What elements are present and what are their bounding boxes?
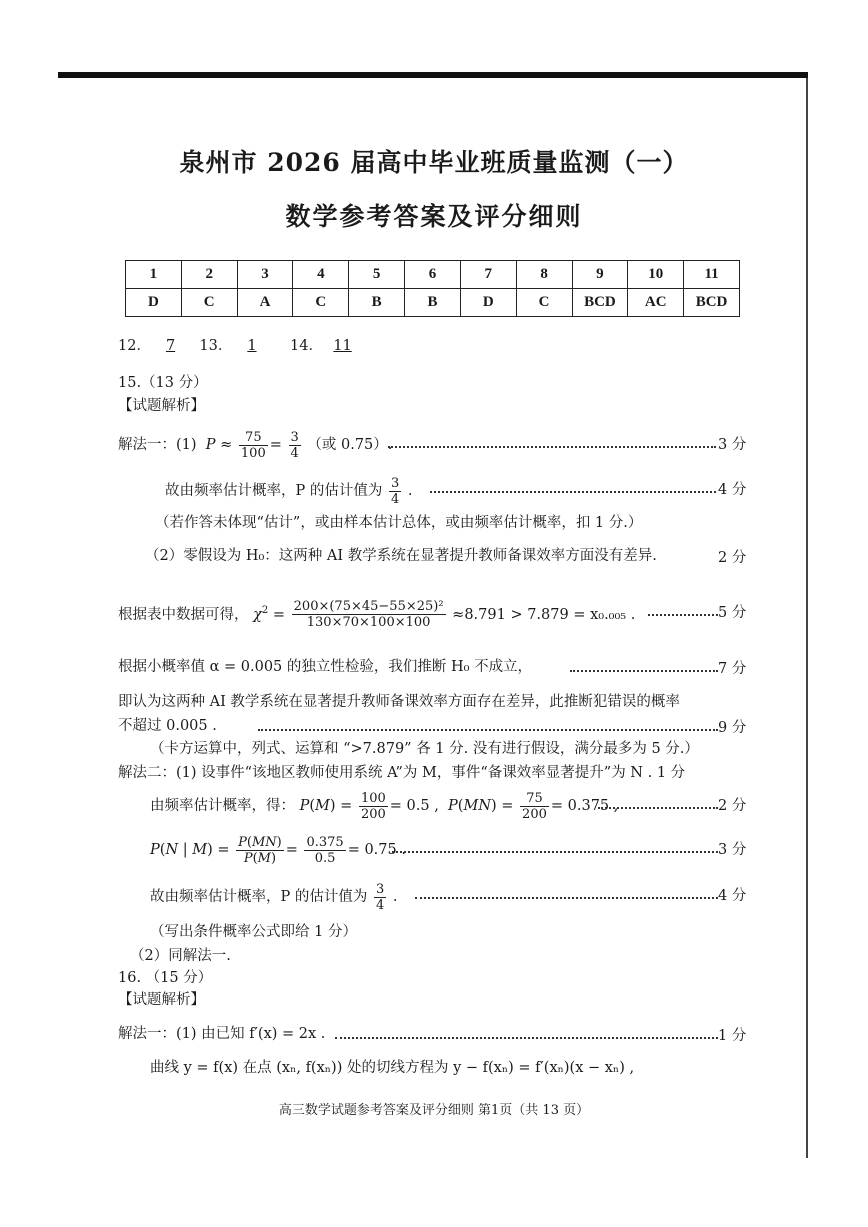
leader-dots — [570, 670, 718, 672]
question-number: 9 — [572, 261, 628, 289]
answer-cell: B — [405, 289, 461, 317]
leader-dots — [388, 446, 716, 448]
answer-cell: C — [293, 289, 349, 317]
score-label: 3 分 — [718, 437, 747, 453]
q16-tangent-line: 曲线 y = f(x) 在点 (xₙ, f(xₙ)) 处的切线方程为 y − f(xₙ) = f′(xₙ)(x − xₙ) , — [150, 1060, 635, 1076]
score-label: 1 分 — [718, 1028, 747, 1044]
leader-dots — [335, 1037, 718, 1039]
chi-prefix: 根据表中数据可得， — [118, 606, 249, 623]
estimate-text: 故由频率估计概率，P 的估计值为 — [165, 483, 383, 499]
leader-dots — [258, 729, 718, 731]
q15-reject-hypothesis: 根据小概率值 α = 0.005 的独立性检验，我们推断 H₀ 不成立， — [118, 659, 533, 675]
q15-method2-part2: （2）同解法一. — [130, 948, 231, 964]
chi-square-fraction — [292, 599, 446, 630]
question-number: 5 — [349, 261, 405, 289]
question-number: 4 — [293, 261, 349, 289]
question-number: 10 — [628, 261, 684, 289]
q16-heading: 16. （15 分） — [118, 970, 213, 986]
chi-numerator: 200×(75×45−55×25)² — [293, 599, 444, 615]
fraction-100-200: $\frac{100}{200}$ — [360, 790, 386, 822]
fraction-3-4: $\frac{3}{4}$ — [390, 475, 400, 507]
answer-cell: D — [126, 289, 182, 317]
score-label: 4 分 — [718, 888, 747, 904]
q15-method1-estimate: 故由频率估计概率，P 的估计值为 $\frac{3}{4}$ . — [165, 475, 413, 507]
answer-cell: C — [181, 289, 237, 317]
q15-heading: 15.（13 分） — [118, 375, 208, 391]
estimate-text: 故由频率估计概率，P 的估计值为 — [150, 889, 368, 905]
answer-table-answer-row — [126, 289, 740, 317]
fraction-3-4: $\frac{3}{4}$ — [290, 429, 299, 461]
answer-cell: BCD — [684, 289, 740, 317]
q15-m1-p1-tail: （或 0.75）. — [307, 437, 393, 453]
question-number: 6 — [405, 261, 461, 289]
fill-blank-answers — [118, 336, 358, 356]
top-border-bar — [58, 72, 808, 78]
document-subtitle: 数学参考答案及评分细则 — [285, 202, 583, 231]
leader-dots — [430, 491, 716, 493]
chi-tail: ≈8.791 > 7.879 = x₀.₀₀₅ . — [452, 606, 636, 623]
page-footer: 高三数学试题参考答案及评分细则 第1页（共 13 页） — [278, 1103, 590, 1118]
answer-cell: B — [349, 289, 405, 317]
q15-method2-note: （写出条件概率公式即给 1 分） — [150, 924, 357, 940]
leader-dots — [392, 851, 718, 853]
score-label: 5 分 — [718, 605, 747, 621]
q15-method1-part1: 解法一：(1) P ≈ $\frac{75}{100}$ = $\frac{3}{4}$ （或 0.75）. — [118, 429, 393, 461]
score-label: 2 分 — [718, 550, 747, 566]
q14-answer: 11 — [333, 338, 352, 354]
q13-answer: 1 — [247, 338, 257, 354]
fraction-75-200: $\frac{75}{200}$ — [522, 790, 547, 822]
q16-analysis-label: 【试题解析】 — [118, 992, 205, 1008]
q15-conclusion-line2: 不超过 0.005 . — [118, 718, 217, 734]
question-number: 11 — [684, 261, 740, 289]
question-number: 1 — [126, 261, 182, 289]
q15-method2-frequency: 由频率估计概率，得： P(M) = $\frac{100}{200}$ = 0.5 , P(MN) = $\frac{75}{200}$ = 0.375 , — [150, 790, 619, 822]
answer-cell: A — [237, 289, 293, 317]
q15-analysis-label: 【试题解析】 — [118, 398, 205, 414]
question-number: 7 — [460, 261, 516, 289]
q13-label: 13． — [199, 338, 233, 354]
answer-cell: D — [460, 289, 516, 317]
q16-method1-part1: 解法一：(1) 由已知 f′(x) = 2x . — [118, 1026, 326, 1042]
leader-dots — [648, 614, 718, 616]
score-label: 9 分 — [718, 720, 747, 736]
score-label: 7 分 — [718, 661, 747, 677]
answer-cell: AC — [628, 289, 684, 317]
answer-table — [125, 260, 740, 317]
freq-prefix: 由频率估计概率，得： — [150, 798, 295, 814]
right-margin-rule — [806, 78, 808, 1158]
q15-note-2: （卡方运算中，列式、运算和 “>7.879” 各 1 分. 没有进行假设，满分最多为 5 分.） — [150, 741, 699, 757]
q15-conclusion-line1: 即认为这两种 AI 教学系统在显著提升教师备课效率方面存在差异，此推断犯错误的概率 — [118, 694, 680, 710]
score-label: 3 分 — [718, 842, 747, 858]
q12-answer: 7 — [165, 338, 176, 354]
q15-note-1: （若作答未体现“估计”，或由样本估计总体，或由频率估计概率，扣 1 分.） — [155, 515, 643, 531]
question-number: 2 — [181, 261, 237, 289]
answer-cell: BCD — [572, 289, 628, 317]
fraction-0375-05: $\frac{0.375}{0.5}$ — [306, 834, 344, 866]
question-number: 8 — [516, 261, 572, 289]
q15-method2-intro: 解法二：(1) 设事件“该地区教师使用系统 A”为 M，事件“备课效率显著提升”为 N . 1 分 — [118, 765, 686, 781]
fraction-3-4: $\frac{3}{4}$ — [375, 881, 385, 913]
chi-denominator: 130×70×100×100 — [306, 615, 431, 631]
fraction-75-100: $\frac{75}{100}$ — [240, 429, 266, 461]
q15-part2-hypothesis: （2）零假设为 H₀：这两种 AI 教学系统在显著提升教师备课效率方面没有差异. — [145, 548, 657, 564]
leader-dots — [415, 897, 718, 899]
score-label: 4 分 — [718, 482, 747, 498]
leader-dots — [598, 807, 718, 809]
q14-label: 14． — [290, 338, 323, 354]
q15-m1-p1-prefix: 解法一：(1) — [118, 437, 197, 453]
score-label: 2 分 — [718, 798, 747, 814]
q15-method2-estimate: 故由频率估计概率，P 的估计值为 $\frac{3}{4}$ . — [150, 881, 398, 913]
q15-method2-conditional: P(N | M) = $\frac{P(MN)}{P(M)}$ = $\frac{0.375}{0.5}$ = 0.75 . — [150, 834, 406, 866]
question-number: 3 — [237, 261, 293, 289]
document-title: 泉州市 2026 届高中毕业班质量监测（一） — [179, 148, 689, 177]
answer-cell: C — [516, 289, 572, 317]
q15-chi-square: 根据表中数据可得， $\chi^2$ = $\frac{\text{200×(75×45−55×25)²}}{130\times 70\times 100\times 100}$ ≈8.791 > 7.879 = x₀.₀₀₅ . — [118, 599, 636, 631]
answer-table-number-row — [126, 261, 740, 289]
fraction-pmn-pm: $\frac{P(MN)}{P(M)}$ — [238, 834, 282, 866]
q12-label: 12． — [118, 338, 151, 354]
